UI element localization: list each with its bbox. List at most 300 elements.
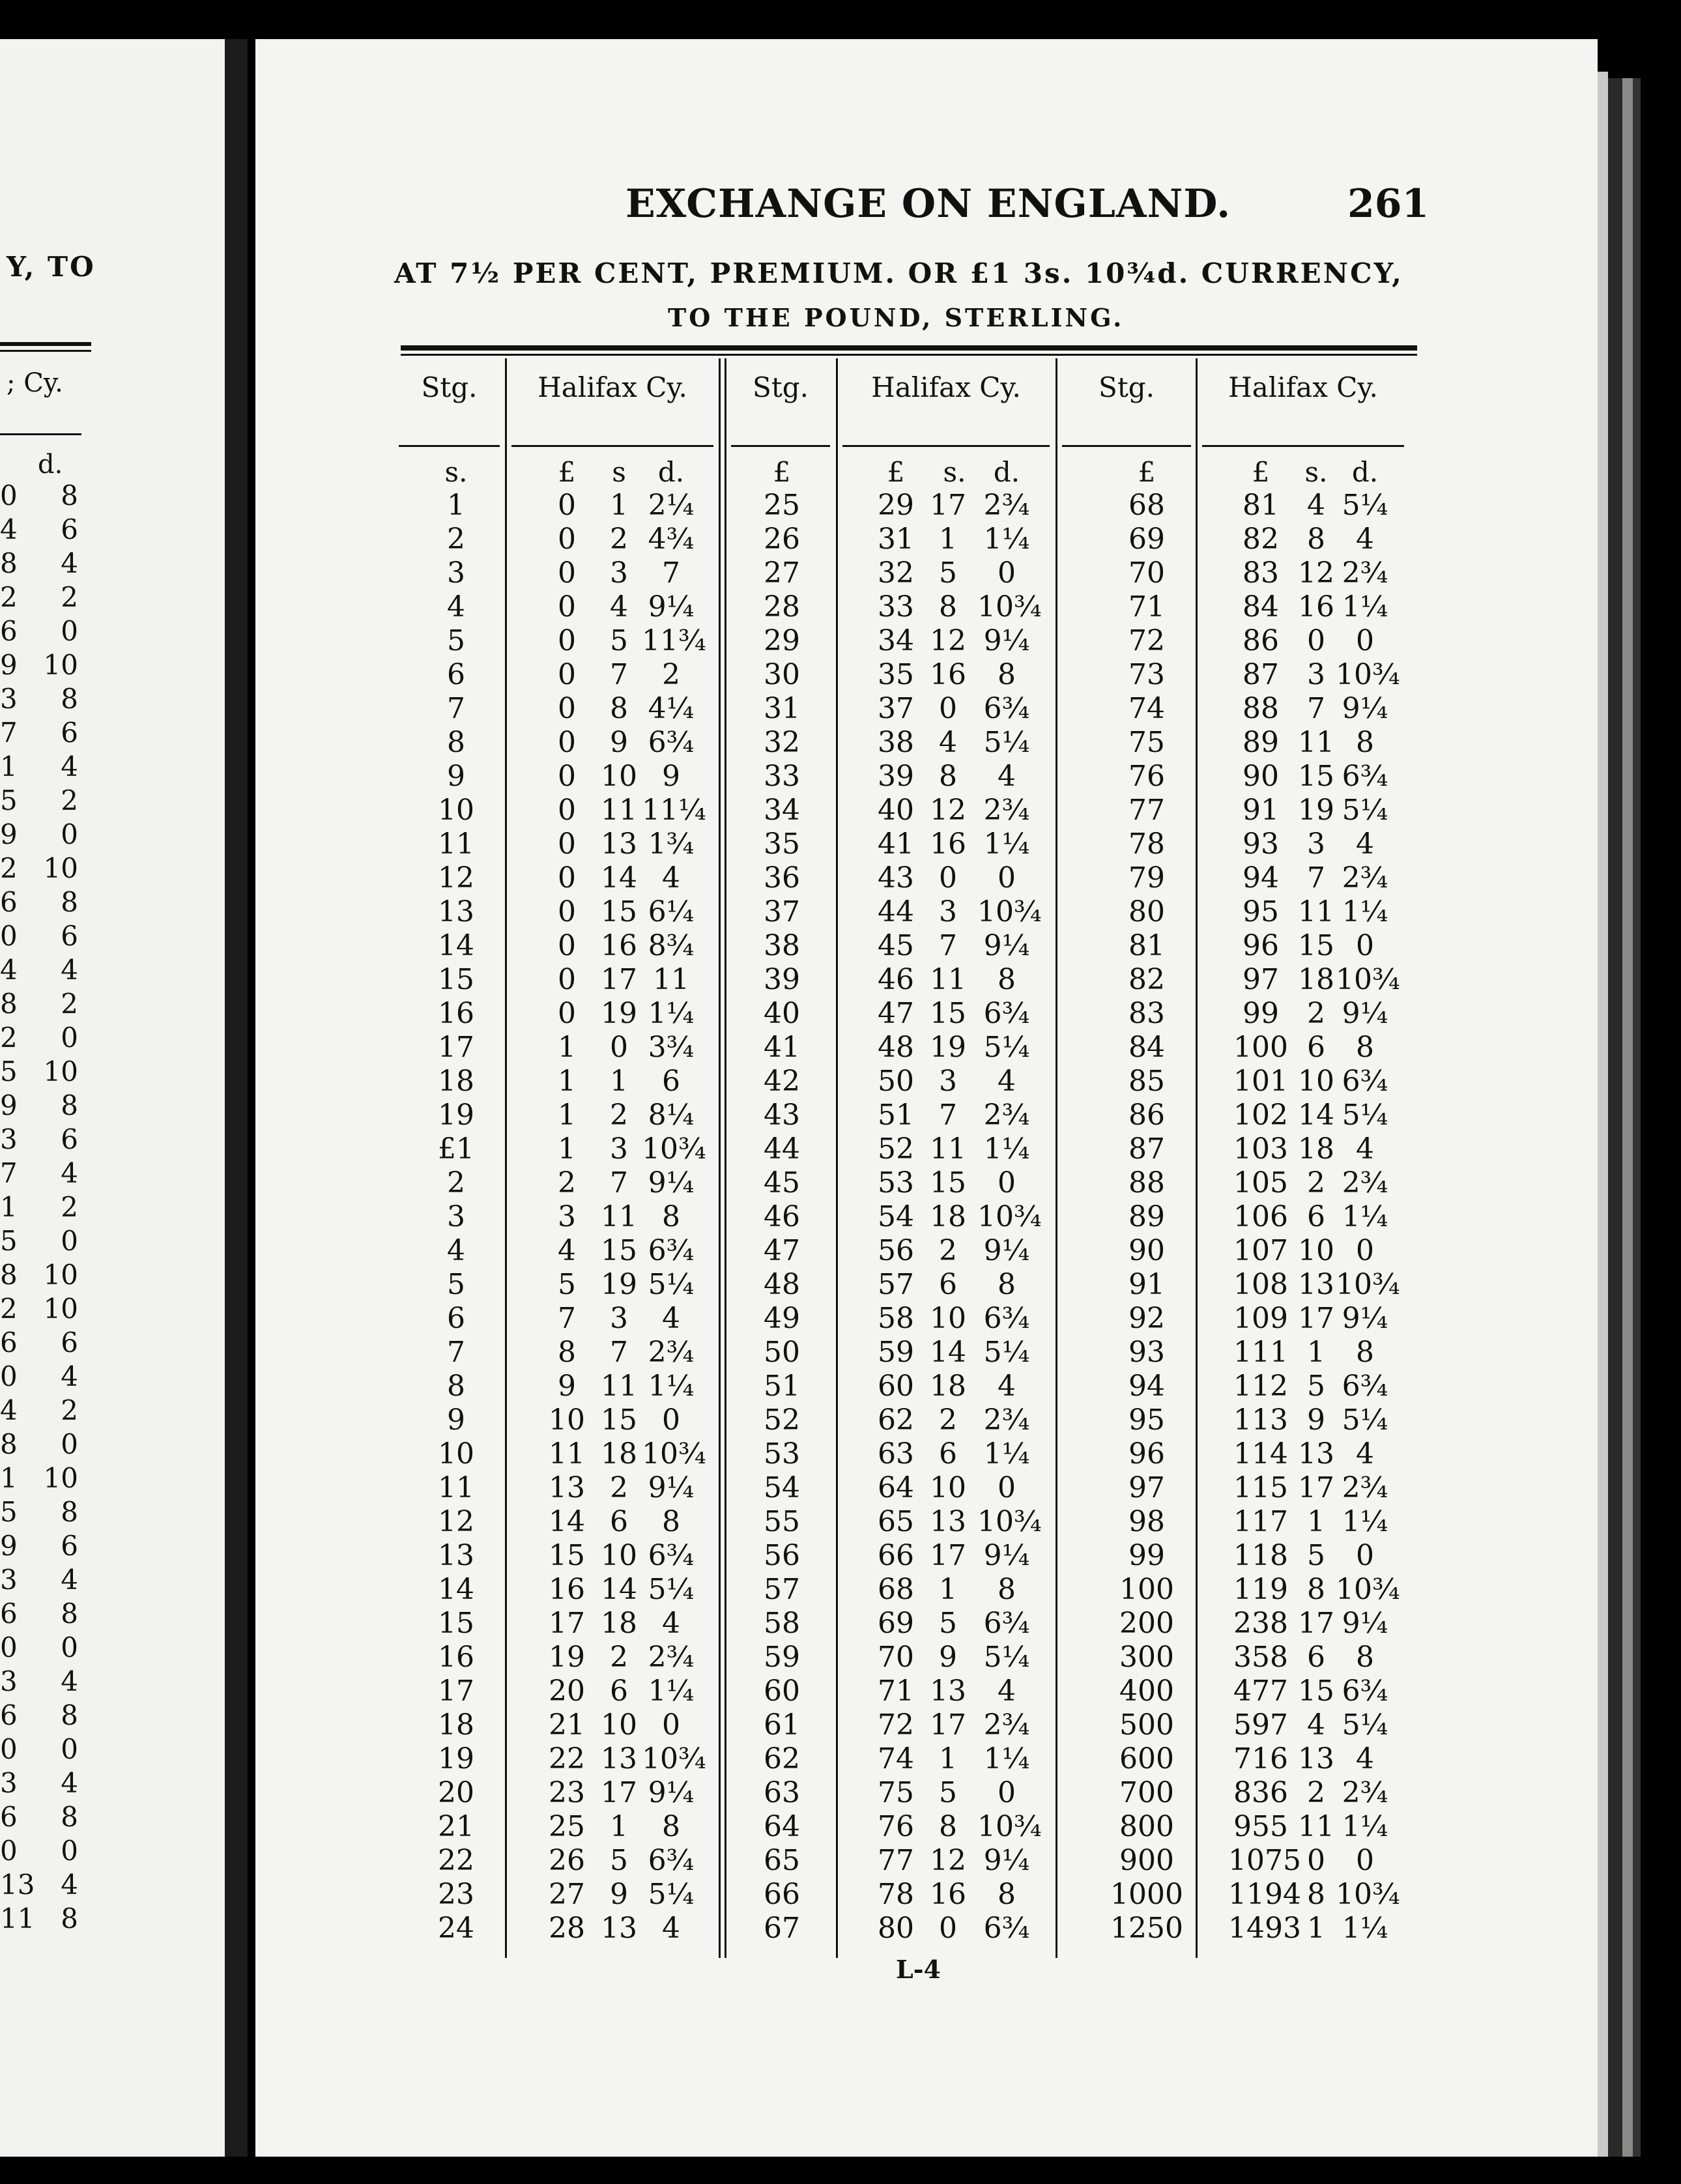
unit-label: s. — [1304, 456, 1328, 488]
sterling-cell: 26 — [764, 523, 800, 556]
pence-cell: 10¾ — [1336, 1878, 1400, 1911]
pence-cell: 6¾ — [983, 1912, 1030, 1945]
pounds-cell: 15 — [549, 1539, 585, 1572]
sterling-cell: 23 — [438, 1878, 474, 1911]
left-table-row — [0, 1868, 78, 1902]
pounds-cell: 102 — [1233, 1099, 1288, 1132]
sterling-cell: 38 — [764, 929, 800, 962]
pounds-cell: 1 — [558, 1065, 576, 1098]
pounds-cell: 17 — [549, 1607, 585, 1640]
page-edge — [1598, 72, 1608, 2157]
pence-cell: 0 — [998, 1471, 1016, 1504]
shillings-cell: 12 — [930, 624, 966, 657]
pence-cell: 8 — [998, 1268, 1016, 1301]
pounds-cell: 72 — [878, 1708, 914, 1742]
left-table-row — [0, 1190, 78, 1224]
pounds-cell: 0 — [558, 556, 576, 590]
sterling-cell: 40 — [764, 997, 800, 1030]
pence-cell: 2 — [662, 658, 680, 691]
pence-cell: 9¼ — [648, 1166, 695, 1200]
pounds-cell: 50 — [878, 1065, 914, 1098]
sterling-cell: 41 — [764, 1031, 800, 1064]
pounds-cell: 0 — [558, 794, 576, 827]
shillings-cell: 3 — [610, 1302, 628, 1335]
shillings-cell: 10 — [1298, 1065, 1334, 1098]
pounds-cell: 11 — [549, 1437, 585, 1471]
left-table-row — [0, 1428, 78, 1461]
left-pence-cell: 0 — [61, 1428, 78, 1460]
sterling-cell: 24 — [438, 1912, 474, 1945]
sterling-cell: 48 — [764, 1268, 800, 1301]
sterling-cell: 84 — [1128, 1031, 1165, 1064]
pounds-cell: 0 — [558, 895, 576, 928]
column-header-stg: Stg. — [1099, 371, 1155, 403]
left-shillings-cell: 4 — [0, 1394, 18, 1426]
sterling-cell: 17 — [438, 1031, 474, 1064]
pounds-cell: 108 — [1233, 1268, 1288, 1301]
left-pence-cell: 10 — [43, 649, 78, 681]
pounds-cell: 82 — [1243, 523, 1279, 556]
sterling-cell: 92 — [1128, 1302, 1165, 1335]
pounds-cell: 100 — [1233, 1031, 1288, 1064]
left-column-header-fragment: ; Cy. — [7, 368, 63, 398]
left-table-row — [0, 1631, 78, 1665]
left-table-row — [0, 919, 78, 953]
pounds-cell: 71 — [878, 1674, 914, 1708]
pounds-cell: 41 — [878, 827, 914, 861]
pounds-cell: 238 — [1233, 1607, 1288, 1640]
sterling-cell: 5 — [447, 1268, 465, 1301]
left-table-row — [0, 1461, 78, 1495]
pence-cell: 1¼ — [1342, 1810, 1388, 1843]
shillings-cell: 18 — [930, 1200, 966, 1233]
left-shillings-cell: 0 — [0, 480, 18, 511]
shillings-cell: 13 — [1298, 1742, 1334, 1775]
shillings-cell: 4 — [1307, 1708, 1325, 1742]
left-table-row — [0, 1224, 78, 1258]
shillings-cell: 5 — [1307, 1370, 1325, 1403]
shillings-cell: 5 — [610, 1844, 628, 1877]
sterling-cell: 16 — [438, 997, 474, 1030]
shillings-cell: 1 — [610, 1810, 628, 1843]
shillings-cell: 10 — [601, 1708, 637, 1742]
pence-cell: 1¼ — [1342, 590, 1388, 624]
left-shillings-cell: 5 — [0, 1225, 18, 1257]
pence-cell: 4 — [998, 1674, 1016, 1708]
pence-cell: 11¾ — [642, 624, 706, 657]
shillings-cell: 2 — [939, 1403, 957, 1437]
left-shillings-cell: 0 — [0, 920, 18, 952]
sterling-cell: 4 — [447, 590, 465, 624]
left-pence-cell: 8 — [61, 1089, 78, 1121]
left-table-row — [0, 648, 78, 682]
pounds-cell: 0 — [558, 963, 576, 996]
sterling-cell: 64 — [764, 1810, 800, 1843]
sterling-cell: 34 — [764, 794, 800, 827]
shillings-cell: 1 — [1307, 1336, 1325, 1369]
pounds-cell: 66 — [878, 1539, 914, 1572]
pence-cell: 6¾ — [1342, 1674, 1388, 1708]
sterling-cell: 900 — [1119, 1844, 1174, 1877]
sterling-cell: 31 — [764, 692, 800, 725]
shillings-cell: 3 — [610, 1132, 628, 1166]
pounds-cell: 14 — [549, 1505, 585, 1538]
pence-cell: 8 — [662, 1200, 680, 1233]
sterling-cell: 2 — [447, 523, 465, 556]
shillings-cell: 15 — [601, 1234, 637, 1267]
pence-cell: 11¼ — [642, 794, 706, 827]
pounds-cell: 26 — [549, 1844, 585, 1877]
shillings-cell: 6 — [939, 1268, 957, 1301]
sterling-cell: 300 — [1119, 1641, 1174, 1674]
pence-cell: 0 — [998, 556, 1016, 590]
sterling-cell: 79 — [1128, 861, 1165, 895]
pounds-cell: 0 — [558, 760, 576, 793]
pence-cell: 1¼ — [648, 997, 695, 1030]
unit-label: s — [612, 456, 626, 488]
pounds-cell: 70 — [878, 1641, 914, 1674]
sterling-cell: 19 — [438, 1099, 474, 1132]
pence-cell: 10¾ — [1336, 963, 1400, 996]
pence-cell: 8¾ — [648, 929, 695, 962]
left-shillings-cell: 3 — [0, 683, 18, 715]
left-table-row — [0, 1055, 78, 1089]
left-table-row — [0, 1394, 78, 1428]
left-shillings-cell: 2 — [0, 852, 18, 884]
shillings-cell: 0 — [610, 1031, 628, 1064]
pence-cell: 9¼ — [983, 1539, 1030, 1572]
pounds-cell: 0 — [558, 658, 576, 691]
shillings-cell: 15 — [1298, 1674, 1334, 1708]
sterling-cell: 17 — [438, 1674, 474, 1708]
book-gutter — [225, 39, 248, 2157]
column-header-halifax: Halifax Cy. — [1228, 371, 1378, 403]
pounds-cell: 39 — [878, 760, 914, 793]
pence-cell: 8 — [998, 963, 1016, 996]
shillings-cell: 15 — [1298, 929, 1334, 962]
sterling-cell: 100 — [1119, 1573, 1174, 1606]
left-shillings-cell: 4 — [0, 954, 18, 986]
sterling-cell: 54 — [764, 1471, 800, 1504]
pounds-cell: 117 — [1233, 1505, 1288, 1538]
left-table-row — [0, 1123, 78, 1157]
pence-cell: 8 — [998, 1878, 1016, 1911]
shillings-cell: 13 — [1298, 1268, 1334, 1301]
pence-cell: 5¼ — [1342, 1403, 1388, 1437]
sterling-cell: 53 — [764, 1437, 800, 1471]
pounds-cell: 21 — [549, 1708, 585, 1742]
pence-cell: 6¾ — [983, 1607, 1030, 1640]
pence-cell: 1¼ — [983, 1742, 1030, 1775]
pounds-cell: 1 — [558, 1099, 576, 1132]
sterling-cell: 51 — [764, 1370, 800, 1403]
shillings-cell: 1 — [1307, 1912, 1325, 1945]
left-shillings-cell: 3 — [0, 1767, 18, 1799]
sterling-cell: 7 — [447, 1336, 465, 1369]
pence-cell: 2¼ — [648, 489, 695, 522]
sterling-cell: 9 — [447, 1403, 465, 1437]
pence-cell: 3¾ — [648, 1031, 695, 1064]
pence-cell: 5¼ — [648, 1573, 695, 1606]
sterling-cell: 87 — [1128, 1132, 1165, 1166]
pounds-cell: 63 — [878, 1437, 914, 1471]
sterling-cell: 18 — [438, 1708, 474, 1742]
pounds-cell: 97 — [1243, 963, 1279, 996]
pence-cell: 9 — [662, 760, 680, 793]
shillings-cell: 9 — [939, 1641, 957, 1674]
pounds-cell: 25 — [549, 1810, 585, 1843]
pence-cell: 2¾ — [983, 794, 1030, 827]
shillings-cell: 14 — [601, 1573, 637, 1606]
shillings-cell: 17 — [1298, 1471, 1334, 1504]
sterling-cell: 15 — [438, 1607, 474, 1640]
sterling-cell: 99 — [1128, 1539, 1165, 1572]
sterling-cell: 75 — [1128, 726, 1165, 759]
pounds-cell: 46 — [878, 963, 914, 996]
pounds-cell: 0 — [558, 489, 576, 522]
pounds-cell: 86 — [1243, 624, 1279, 657]
pence-cell: 4 — [1356, 1437, 1374, 1471]
pence-cell: 10¾ — [977, 1200, 1042, 1233]
shillings-cell: 8 — [939, 1810, 957, 1843]
sterling-cell: 13 — [438, 895, 474, 928]
sterling-cell: 20 — [438, 1776, 474, 1809]
pounds-cell: 109 — [1233, 1302, 1288, 1335]
left-table-row — [0, 1699, 78, 1732]
header-underline — [399, 445, 500, 447]
unit-label: £ — [887, 456, 905, 488]
pence-cell: 9¼ — [1342, 1607, 1388, 1640]
sterling-cell: 43 — [764, 1099, 800, 1132]
pounds-cell: 0 — [558, 997, 576, 1030]
sterling-cell: 12 — [438, 861, 474, 895]
pence-cell: 4 — [1356, 1742, 1374, 1775]
pounds-cell: 4 — [558, 1234, 576, 1267]
shillings-cell: 17 — [601, 1776, 637, 1809]
left-pence-cell: 0 — [61, 1631, 78, 1663]
sterling-cell: 74 — [1128, 692, 1165, 725]
pence-cell: 10¾ — [977, 1810, 1042, 1843]
sterling-cell: 500 — [1119, 1708, 1174, 1742]
pounds-cell: 106 — [1233, 1200, 1288, 1233]
left-pence-cell: 4 — [61, 1157, 78, 1189]
left-shillings-cell: 4 — [0, 513, 18, 545]
pence-cell: 4 — [662, 1607, 680, 1640]
pence-cell: 4 — [998, 1370, 1016, 1403]
pence-cell: 9¼ — [1342, 692, 1388, 725]
left-shillings-cell: 6 — [0, 1327, 18, 1358]
pounds-cell: 93 — [1243, 827, 1279, 861]
unit-label: £ — [558, 456, 576, 488]
sterling-cell: 22 — [438, 1844, 474, 1877]
pounds-cell: 65 — [878, 1505, 914, 1538]
shillings-cell: 14 — [601, 861, 637, 895]
pounds-cell: 10 — [549, 1403, 585, 1437]
pounds-cell: 27 — [549, 1878, 585, 1911]
sterling-cell: 5 — [447, 624, 465, 657]
shillings-cell: 6 — [939, 1437, 957, 1471]
shillings-cell: 6 — [1307, 1031, 1325, 1064]
pence-cell: 4¼ — [648, 692, 695, 725]
shillings-cell: 1 — [939, 523, 957, 556]
pence-cell: 4 — [1356, 827, 1374, 861]
pounds-cell: 7 — [558, 1302, 576, 1335]
pence-cell: 6¾ — [983, 997, 1030, 1030]
pounds-cell: 0 — [558, 726, 576, 759]
pence-cell: 0 — [662, 1708, 680, 1742]
sterling-cell: 61 — [764, 1708, 800, 1742]
pounds-cell: 52 — [878, 1132, 914, 1166]
shillings-cell: 17 — [601, 963, 637, 996]
pounds-cell: 59 — [878, 1336, 914, 1369]
left-shillings-cell: 5 — [0, 1496, 18, 1528]
left-table-row — [0, 1563, 78, 1597]
pence-cell: 8 — [662, 1810, 680, 1843]
left-pence-cell: 8 — [61, 1903, 78, 1934]
shillings-cell: 15 — [930, 1166, 966, 1200]
pence-cell: 4 — [662, 1912, 680, 1945]
left-pence-cell: 2 — [61, 784, 78, 816]
shillings-cell: 5 — [939, 556, 957, 590]
pence-cell: 5¼ — [983, 1031, 1030, 1064]
sterling-cell: 19 — [438, 1742, 474, 1775]
sterling-cell: 86 — [1128, 1099, 1165, 1132]
left-pence-cell: 10 — [43, 1259, 78, 1291]
shillings-cell: 1 — [610, 489, 628, 522]
sterling-cell: 700 — [1119, 1776, 1174, 1809]
sterling-cell: 82 — [1128, 963, 1165, 996]
pence-cell: 8 — [1356, 1031, 1374, 1064]
shillings-cell: 17 — [930, 1708, 966, 1742]
sterling-cell: 27 — [764, 556, 800, 590]
pence-cell: 1¼ — [983, 1132, 1030, 1166]
left-shillings-cell: 8 — [0, 1428, 18, 1460]
pounds-cell: 29 — [878, 489, 914, 522]
shillings-cell: 6 — [610, 1505, 628, 1538]
pence-cell: 7 — [662, 556, 680, 590]
sterling-cell: 35 — [764, 827, 800, 861]
pounds-cell: 80 — [878, 1912, 914, 1945]
sterling-cell: 44 — [764, 1132, 800, 1166]
shillings-cell: 7 — [939, 929, 957, 962]
left-pence-cell: 0 — [61, 1733, 78, 1765]
sterling-cell: 2 — [447, 1166, 465, 1200]
pence-cell: 9¼ — [983, 929, 1030, 962]
sterling-cell: 73 — [1128, 658, 1165, 691]
pence-cell: 5¼ — [983, 1641, 1030, 1674]
pounds-cell: 0 — [558, 624, 576, 657]
sterling-cell: 66 — [764, 1878, 800, 1911]
unit-label: s. — [943, 456, 966, 488]
pounds-cell: 118 — [1233, 1539, 1288, 1572]
sterling-cell: 85 — [1128, 1065, 1165, 1098]
shillings-cell: 4 — [610, 590, 628, 624]
left-shillings-cell: 6 — [0, 1801, 18, 1833]
shillings-cell: 13 — [601, 1912, 637, 1945]
signature-mark: L-4 — [896, 1955, 941, 1984]
left-shillings-cell: 9 — [0, 818, 18, 850]
shillings-cell: 19 — [1298, 794, 1334, 827]
sterling-cell: 1 — [447, 489, 465, 522]
shillings-cell: 9 — [1307, 1403, 1325, 1437]
sterling-cell: 93 — [1128, 1336, 1165, 1369]
pence-cell: 5¼ — [1342, 489, 1388, 522]
left-shillings-cell: 9 — [0, 1089, 18, 1121]
shillings-cell: 3 — [939, 895, 957, 928]
left-shillings-cell: 11 — [0, 1903, 35, 1934]
pounds-cell: 1 — [558, 1132, 576, 1166]
pounds-cell: 111 — [1233, 1336, 1288, 1369]
sterling-cell: 59 — [764, 1641, 800, 1674]
sterling-cell: 81 — [1128, 929, 1165, 962]
pence-cell: 9¼ — [1342, 1302, 1388, 1335]
pounds-cell: 1194 — [1228, 1878, 1301, 1911]
pounds-cell: 45 — [878, 929, 914, 962]
sterling-cell: 11 — [438, 1471, 474, 1504]
shillings-cell: 18 — [601, 1607, 637, 1640]
pence-cell: 10¾ — [977, 590, 1042, 624]
shillings-cell: 11 — [930, 963, 966, 996]
pence-cell: 1¼ — [1342, 895, 1388, 928]
sterling-cell: 52 — [764, 1403, 800, 1437]
pounds-cell: 75 — [878, 1776, 914, 1809]
shillings-cell: 2 — [1307, 1776, 1325, 1809]
column-divider — [725, 358, 726, 1958]
left-page-rows — [0, 479, 78, 1936]
pence-cell: 0 — [662, 1403, 680, 1437]
sterling-cell: 55 — [764, 1505, 800, 1538]
pence-cell: 4 — [662, 861, 680, 895]
pounds-cell: 836 — [1233, 1776, 1288, 1809]
sterling-cell: 3 — [447, 556, 465, 590]
pounds-cell: 114 — [1233, 1437, 1288, 1471]
shillings-cell: 14 — [1298, 1099, 1334, 1132]
shillings-cell: 19 — [930, 1031, 966, 1064]
pence-cell: 10¾ — [642, 1437, 706, 1471]
left-pence-cell: 8 — [61, 1496, 78, 1528]
left-table-row — [0, 547, 78, 581]
pence-cell: 9¼ — [648, 590, 695, 624]
sterling-cell: 91 — [1128, 1268, 1165, 1301]
left-table-row — [0, 1326, 78, 1360]
left-table-row — [0, 716, 78, 750]
pounds-cell: 955 — [1233, 1810, 1288, 1843]
shillings-cell: 9 — [610, 1878, 628, 1911]
pounds-cell: 99 — [1243, 997, 1279, 1030]
pence-cell: 2¾ — [983, 1099, 1030, 1132]
pence-cell: 0 — [1356, 1844, 1374, 1877]
sterling-cell: 30 — [764, 658, 800, 691]
left-shillings-cell: 5 — [0, 1056, 18, 1087]
pounds-cell: 94 — [1243, 861, 1279, 895]
pounds-cell: 0 — [558, 692, 576, 725]
pounds-cell: 74 — [878, 1742, 914, 1775]
pence-cell: 6¾ — [1342, 760, 1388, 793]
shillings-cell: 16 — [930, 658, 966, 691]
left-table-row — [0, 1665, 78, 1699]
pounds-cell: 113 — [1233, 1403, 1288, 1437]
left-table-row — [0, 987, 78, 1021]
sterling-cell: 46 — [764, 1200, 800, 1233]
left-pence-cell: 4 — [61, 1767, 78, 1799]
pence-cell: 9¼ — [648, 1471, 695, 1504]
shillings-cell: 10 — [1298, 1234, 1334, 1267]
pounds-cell: 716 — [1233, 1742, 1288, 1775]
pence-cell: 6¾ — [648, 726, 695, 759]
pounds-cell: 1 — [558, 1031, 576, 1064]
sterling-cell: 58 — [764, 1607, 800, 1640]
left-table-row — [0, 1495, 78, 1529]
